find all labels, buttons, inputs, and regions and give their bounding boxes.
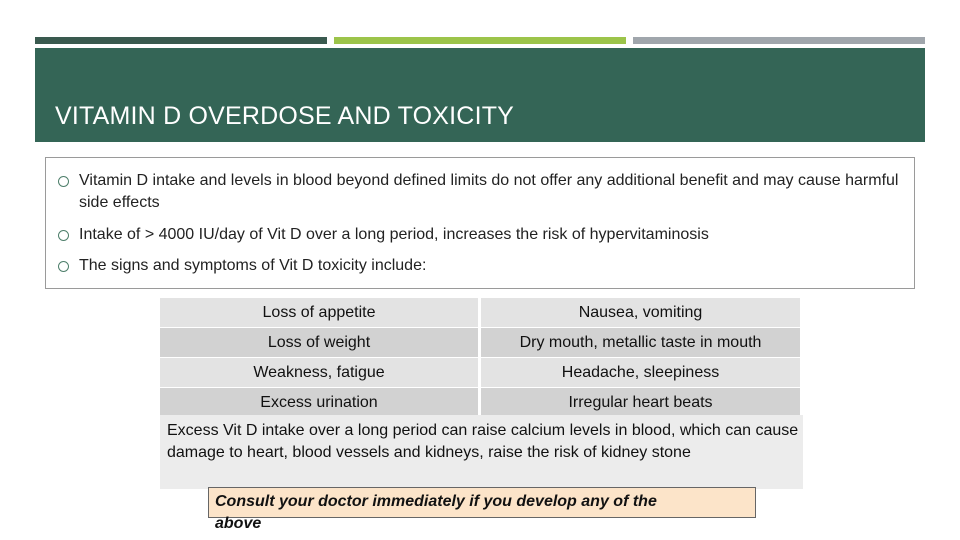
bullet-item <box>58 170 899 214</box>
table-row <box>160 388 800 418</box>
warning-text-continued: above <box>215 515 262 532</box>
bullet-text: Vitamin D intake and levels in blood beyond defined limits do not offer any additional benefit and may cause harmful side effects <box>79 172 899 211</box>
info-note: Excess Vit D intake over a long period can raise calcium levels in blood, which can cause damage to heart, blood vessels and kidneys, raise the risk of kidney stone <box>160 415 803 489</box>
circle-bullet-icon <box>58 261 69 272</box>
accent-bar-gray <box>633 37 925 44</box>
table-cell: Excess urination <box>160 388 481 418</box>
warning-text: Consult your doctor immediately if you develop any of the <box>215 493 657 510</box>
table-cell: Irregular heart beats <box>481 388 800 418</box>
bullet-item <box>58 224 899 246</box>
slide-title: VITAMIN D OVERDOSE AND TOXICITY <box>55 102 515 130</box>
table-cell: Weakness, fatigue <box>160 358 481 388</box>
table-cell: Nausea, vomiting <box>481 298 800 328</box>
table-cell: Dry mouth, metallic taste in mouth <box>481 328 800 358</box>
bullet-box <box>45 157 915 289</box>
accent-bar-dark <box>35 37 327 44</box>
warning-callout <box>208 487 756 518</box>
table-row <box>160 328 800 358</box>
circle-bullet-icon <box>58 230 69 241</box>
table-cell: Loss of appetite <box>160 298 481 328</box>
circle-bullet-icon <box>58 176 69 187</box>
table-row <box>160 358 800 388</box>
bullet-item <box>58 255 899 277</box>
bullet-text: The signs and symptoms of Vit D toxicity include: <box>79 257 427 274</box>
symptoms-table <box>160 298 800 418</box>
table-row <box>160 298 800 328</box>
bullet-text: Intake of > 4000 IU/day of Vit D over a long period, increases the risk of hypervitaminosis <box>79 226 709 243</box>
table-cell: Headache, sleepiness <box>481 358 800 388</box>
accent-bar-green <box>334 37 626 44</box>
table-cell: Loss of weight <box>160 328 481 358</box>
title-band <box>35 48 925 142</box>
